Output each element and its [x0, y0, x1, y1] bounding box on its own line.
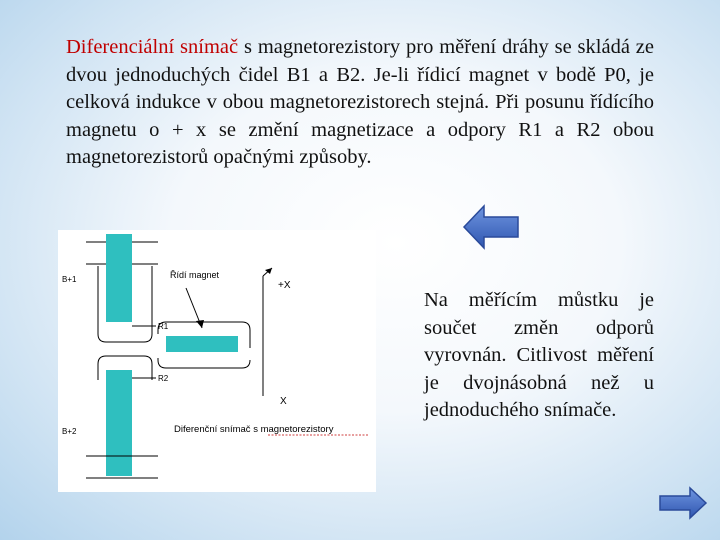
- sensor-b2-core: [106, 370, 132, 476]
- arrow-right-icon[interactable]: [658, 486, 708, 520]
- right-paragraph: Na měřícím můstku je součet změn odporů vyrovnán. Citlivost měření je dvojnásobná než u jednoduchého snímače.: [424, 289, 654, 421]
- sensor-b1-core: [106, 234, 132, 322]
- label-r2: R2: [158, 374, 169, 383]
- diagram-caption: Diferenční snímač s magnetorezistory: [174, 424, 334, 435]
- label-r1: R1: [158, 322, 169, 331]
- paragraph-body: s magnetorezistory pro měření dráhy se skládá ze dvou jednoduchých čidel B1 a B2. Je-li řídicí magnet v bodě P0, je celková indukce v obou magnetorezistorech stejná. Při posunu řídícího magnetu o + x se změní magnetizace a odpory R1 a R2 obou magnetorezistorů opačnými způsoby.: [66, 36, 654, 168]
- arrow-left-icon[interactable]: [462, 204, 520, 250]
- paragraph-title: Diferenciální snímač: [66, 36, 239, 58]
- label-x: X: [280, 396, 287, 407]
- differential-sensor-diagram: [58, 230, 376, 492]
- label-magnet: Řídí magnet: [170, 270, 220, 280]
- main-paragraph: [66, 34, 654, 172]
- label-b1: B+1: [62, 275, 77, 284]
- label-plus-x: +X: [278, 280, 291, 291]
- control-magnet: [166, 336, 238, 352]
- label-b2: B+2: [62, 427, 77, 436]
